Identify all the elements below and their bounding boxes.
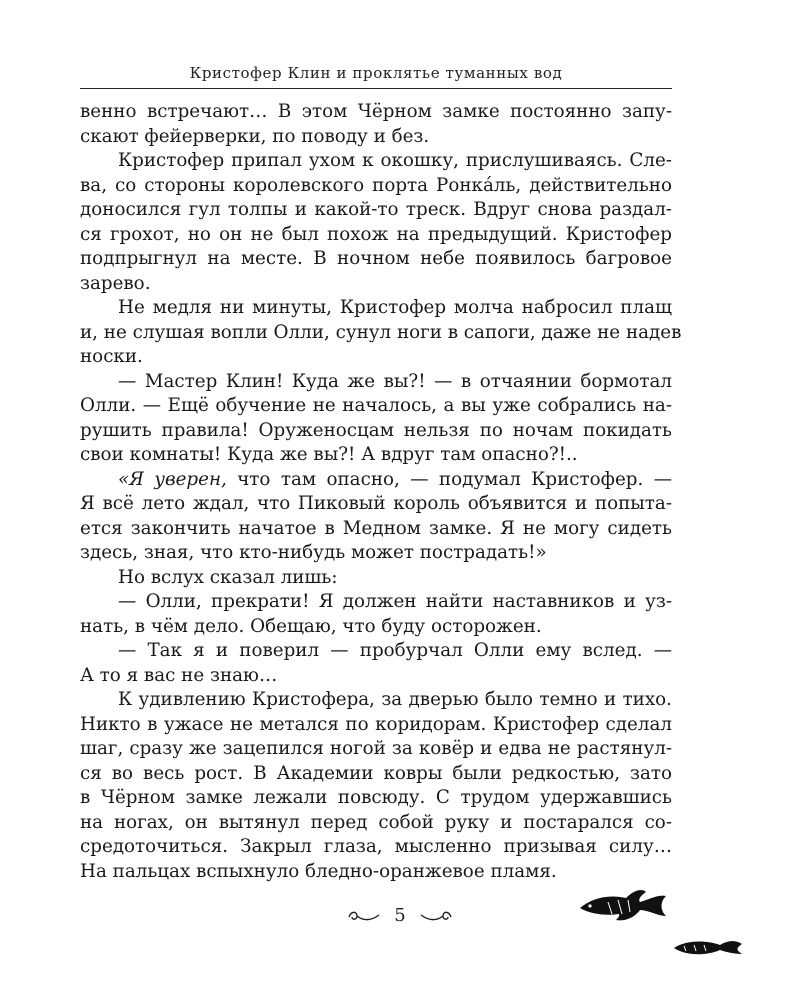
page-folio: [300, 905, 500, 926]
page-number: 5: [394, 905, 406, 926]
text-line: Но вслух сказал лишь:: [118, 566, 338, 588]
text-line: [80, 468, 672, 493]
text-line: Не медля ни минуты, Кристофер молча набросил плащ: [118, 297, 672, 318]
text-line: венно встречают… В этом Чёрном замке постоянно запу-: [80, 101, 672, 122]
text-line: доносился гул толпы и какой-то треск. Вдруг снова раздал-: [80, 199, 672, 220]
text-line: — Мастер Клин! Куда же вы?! — в отчаянии бормотал: [118, 370, 672, 392]
text-line: Олли. — Ещё обучение не началось, а вы уже собрались на-: [80, 395, 672, 416]
text-line: средоточиться. Закрыл глаза, мысленно призывая силу…: [80, 836, 672, 857]
text-line: свои комнаты! Куда же вы?! А вдруг там опасно?!..: [80, 444, 578, 465]
text-line: скают фейерверки, по поводу и без.: [80, 125, 430, 147]
text-line: шаг, сразу же зацепился ногой за ковёр и едва не растянул-: [80, 738, 672, 759]
fish-tail-ornament-icon: [672, 936, 744, 958]
text-line: ся во весь рост. В Академии ковры были редкостью, зато: [80, 762, 672, 784]
running-header: Кристофер Клин и проклятье туманных вод: [189, 64, 563, 82]
text-line: ва, со стороны королевского порта Ронка́ль, действительно: [80, 174, 672, 196]
text-line: — Так я и поверил — пробурчал Олли ему вслед. —: [118, 640, 672, 661]
text-line: А то я вас не знаю…: [80, 664, 278, 686]
text-line: носки.: [80, 346, 143, 367]
text-line: здесь, зная, что кто-нибудь может пострадать!»: [80, 542, 547, 563]
text-line: в Чёрном замке лежали повсюду. С трудом удержавшись: [80, 787, 672, 808]
italic-phrase: «Я уверен,: [118, 468, 227, 490]
text-line: — Олли, прекрати! Я должен найти наставников и уз-: [118, 591, 672, 612]
text-line: ся грохот, но он не был похож на предыдущий. Кристофер: [80, 223, 672, 245]
text-line: рушить правила! Оруженосцам нельзя по ночам покидать: [80, 419, 672, 441]
text-line: на ногах, он вытянул перед собой руку и постарался со-: [80, 811, 672, 833]
body-text: [80, 100, 682, 884]
fish-icon: [578, 884, 668, 928]
text-line: На пальцах вспыхнуло бледно-оранжевое пламя.: [80, 860, 557, 882]
text-line: зарево.: [80, 272, 151, 294]
text-line: К удивлению Кристофера, за дверью было темно и тихо.: [118, 689, 672, 710]
text-line: Кристофер припал ухом к окошку, прислушиваясь. Сле-: [118, 150, 672, 171]
curl-ornament-left-icon: [347, 909, 381, 923]
text-line: и, не слушая вопли Олли, сунул ноги в сапоги, даже не надев: [80, 321, 682, 343]
text-line: Я всё лето ждал, что Пиковый король объявится и попыта-: [80, 493, 672, 514]
text-line: Никто в ужасе не метался по коридорам. Кристофер сделал: [80, 713, 672, 735]
text-line: нать, в чём дело. Обещаю, что буду осторожен.: [80, 615, 542, 637]
curl-ornament-right-icon: [419, 909, 453, 923]
text-line: подпрыгнул на месте. В ночном небе появилось багровое: [80, 248, 672, 269]
text-line: ется закончить начатое в Медном замке. Я не могу сидеть: [80, 517, 672, 539]
text-line-rest: что там опасно, — подумал Кристофер. —: [226, 468, 673, 490]
header-rule: [80, 88, 672, 89]
